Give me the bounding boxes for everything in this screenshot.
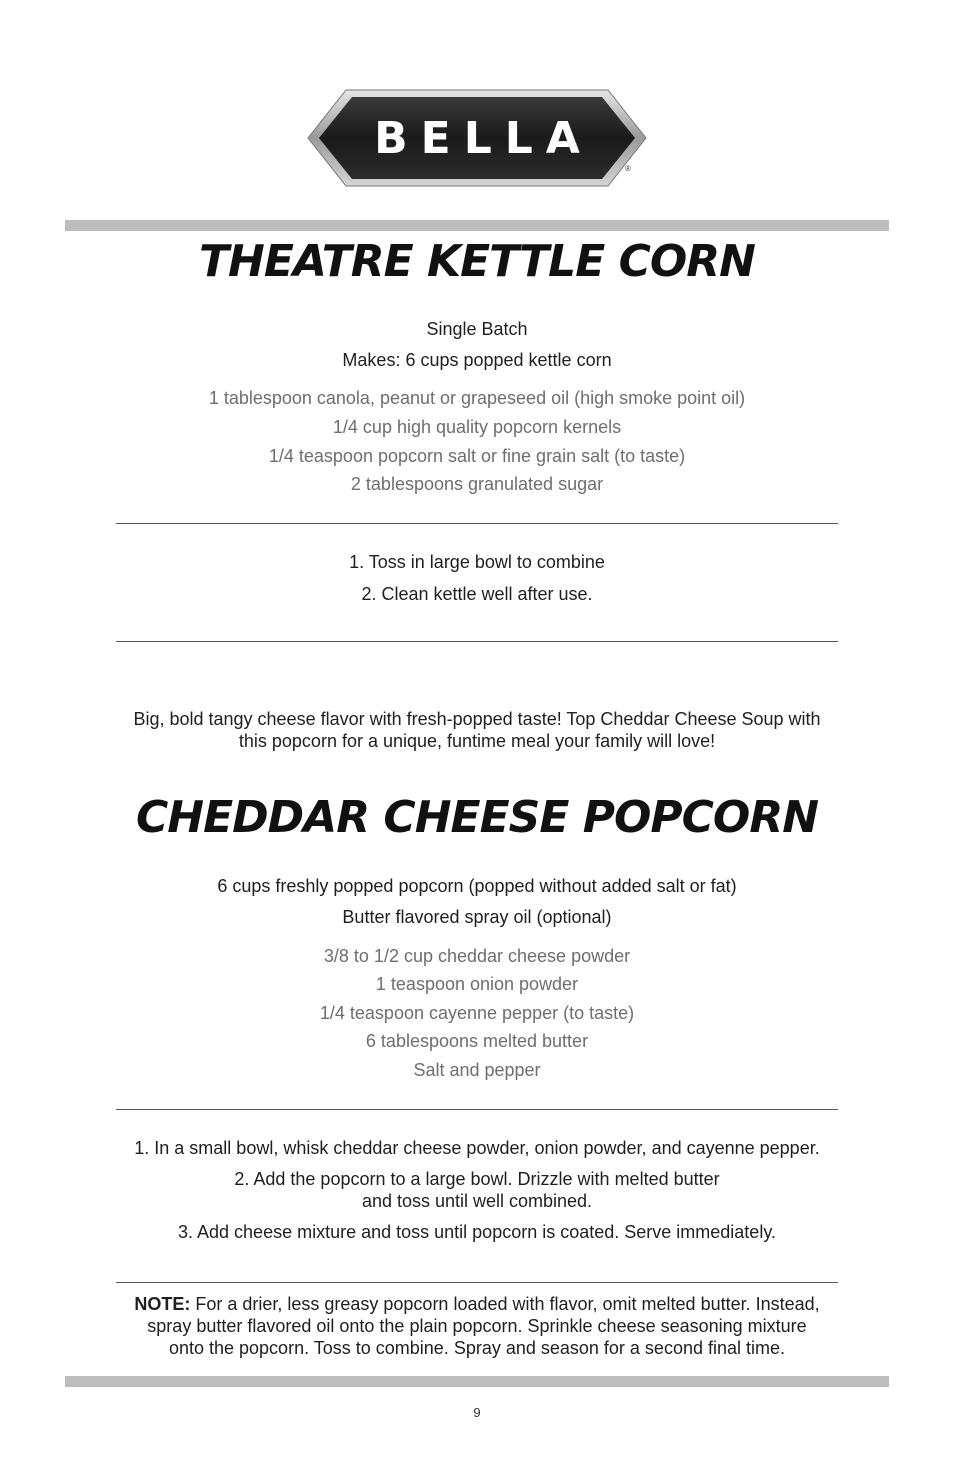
ingredient-item: 1/4 teaspoon cayenne pepper (to taste) — [319, 1003, 635, 1023]
ingredient-item: 1/4 teaspoon popcorn salt or fine grain salt (to taste) — [268, 446, 686, 466]
note-label: NOTE: — [134, 1294, 191, 1314]
step-item-continued: and toss until well combined. — [361, 1191, 593, 1211]
step-item: 2. Clean kettle well after use. — [361, 584, 593, 604]
ingredient-item: 1/4 cup high quality popcorn kernels — [332, 417, 622, 437]
section-rule — [116, 641, 838, 642]
intro-line: this popcorn for a unique, funtime meal your family will love! — [238, 731, 716, 751]
section-rule — [116, 1109, 838, 1110]
note-paragraph — [60, 1293, 894, 1359]
bella-logo — [306, 88, 648, 188]
section-rule — [116, 1282, 838, 1283]
base-ingredient-line: 6 cups freshly popped popcorn (popped without added salt or fat) — [217, 876, 737, 896]
recipe-title-cheddar-popcorn: CHEDDAR CHEESE POPCORN — [135, 792, 819, 843]
top-divider-bar — [65, 220, 889, 231]
ingredient-item: 2 tablespoons granulated sugar — [350, 474, 604, 494]
cheddar-intro-paragraph — [60, 708, 894, 752]
step-item: 1. Toss in large bowl to combine — [349, 552, 605, 572]
base-ingredient-line: Butter flavored spray oil (optional) — [342, 907, 612, 927]
recipe-title-kettle-corn: THEATRE KETTLE CORN — [198, 236, 755, 287]
section-rule — [116, 523, 838, 524]
note-text: For a drier, less greasy popcorn loaded with flavor, omit melted butter. Instead, — [190, 1294, 820, 1314]
ingredient-item: 1 tablespoon canola, peanut or grapeseed oil (high smoke point oil) — [208, 388, 746, 408]
ingredient-item: 6 tablespoons melted butter — [365, 1031, 589, 1051]
yield-line: Single Batch — [426, 319, 528, 339]
ingredient-item: 1 teaspoon onion powder — [375, 974, 579, 994]
step-item: 3. Add cheese mixture and toss until popcorn is coated. Serve immediately. — [178, 1222, 776, 1242]
step-item: 2. Add the popcorn to a large bowl. Drizzle with melted butter — [234, 1169, 720, 1189]
note-text: onto the popcorn. Toss to combine. Spray and season for a second final time. — [168, 1338, 786, 1358]
ingredient-item: 3/8 to 1/2 cup cheddar cheese powder — [323, 946, 631, 966]
registered-mark: ® — [625, 164, 631, 173]
intro-line: Big, bold tangy cheese flavor with fresh-popped taste! Top Cheddar Cheese Soup with — [133, 709, 821, 729]
page-number: 9 — [473, 1405, 481, 1420]
logo-wordmark: BELLA — [374, 112, 593, 164]
ingredient-item: Salt and pepper — [413, 1060, 541, 1080]
step-item: 1. In a small bowl, whisk cheddar cheese powder, onion powder, and cayenne pepper. — [134, 1138, 820, 1158]
bottom-divider-bar — [65, 1376, 889, 1387]
yield-line: Makes: 6 cups popped kettle corn — [342, 350, 612, 370]
note-text: spray butter flavored oil onto the plain popcorn. Sprinkle cheese seasoning mixture — [147, 1316, 807, 1336]
